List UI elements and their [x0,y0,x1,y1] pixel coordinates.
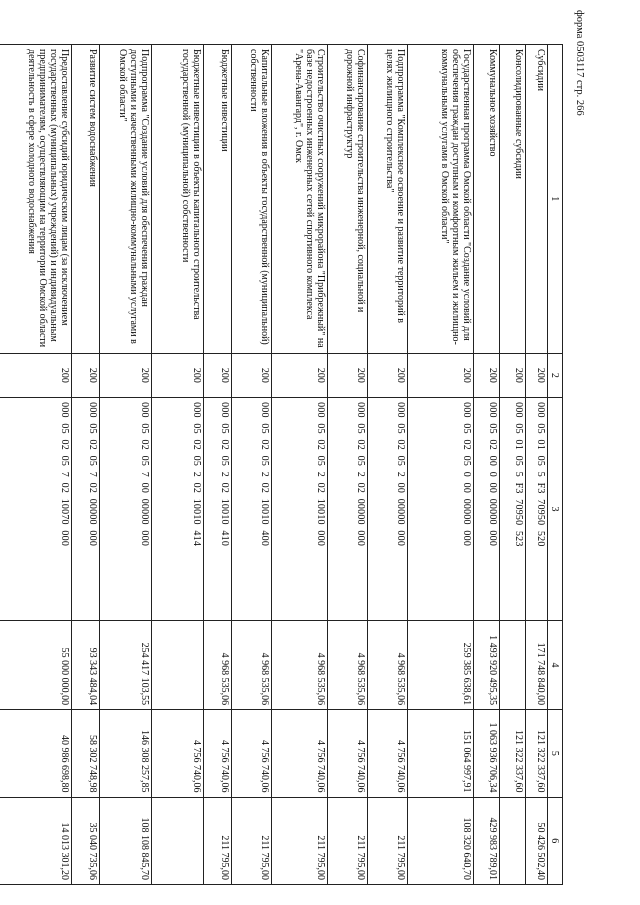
row-name-cell: Государственная программа Омской области "Создание условий для обеспечения граждан доступным и комфортным жильем и жилищно-коммунальными услугами в Омской области" [408,45,474,354]
row-executed-amount-cell: 4 756 740,06 [328,710,368,797]
table-row [100,45,152,885]
row-approved-amount-cell: 4 968 535,06 [204,620,232,709]
row-approved-amount-cell: 171 748 840,00 [526,620,548,709]
table-row [408,45,474,885]
row-budget-code-cell: 000 05 02 00 0 00 00000 000 [474,398,500,621]
table-row [272,45,328,885]
row-line-code-cell: 200 [100,353,152,398]
row-executed-amount-cell: 121 322 337,60 [500,710,526,797]
row-executed-amount-cell: 58 302 748,98 [72,710,100,797]
row-approved-amount-cell: 93 343 484,04 [72,620,100,709]
table-row [72,45,100,885]
row-name-cell: Подпрограмма "Комплексное освоение и развитие территорий в целях жилищного строительства" [368,45,408,354]
row-line-code-cell: 200 [368,353,408,398]
row-executed-amount-cell: 4 756 740,06 [152,710,204,797]
row-remaining-amount-cell [152,797,204,884]
row-line-code-cell: 200 [526,353,548,398]
row-line-code-cell: 200 [72,353,100,398]
row-name-cell: Консолидированные субсидии [500,45,526,354]
row-executed-amount-cell: 4 756 740,06 [204,710,232,797]
row-budget-code-cell: 000 05 01 05 5 F3 70950 523 [500,398,526,621]
table-row [232,45,272,885]
row-remaining-amount-cell: 211 795,00 [232,797,272,884]
row-name-cell: Бюджетные инвестиции в объекты капитального строительства государственной (муниципальной) собственности [152,45,204,354]
row-approved-amount-cell: 259 385 638,61 [408,620,474,709]
row-remaining-amount-cell: 429 983 789,01 [474,797,500,884]
table-row [500,45,526,885]
budget-table [0,44,563,885]
form-label: форма 0503117 стр. 266 [574,10,585,116]
row-remaining-amount-cell [500,797,526,884]
row-name-cell: Капитальные вложения в объекты государственной (муниципальной) собственности [232,45,272,354]
row-executed-amount-cell: 121 322 337,60 [526,710,548,797]
row-budget-code-cell: 000 05 02 05 2 02 10010 400 [232,398,272,621]
row-line-code-cell: 200 [204,353,232,398]
column-header-5: 5 [548,710,563,797]
row-budget-code-cell: 000 05 02 05 7 00 00000 000 [100,398,152,621]
row-budget-code-cell: 000 05 02 05 2 02 10010 414 [152,398,204,621]
row-line-code-cell: 200 [408,353,474,398]
row-budget-code-cell: 000 05 02 05 2 02 10010 000 [272,398,328,621]
row-line-code-cell: 200 [0,353,72,398]
row-approved-amount-cell: 55 000 000,00 [0,620,72,709]
row-name-cell: Развитие систем водоснабжения [72,45,100,354]
row-line-code-cell: 200 [328,353,368,398]
table-row [474,45,500,885]
row-name-cell: Подпрограмма "Создание условий для обеспечения граждан доступными и качественными жилищно-коммунальными услугами в Омской области" [100,45,152,354]
table-row [368,45,408,885]
row-remaining-amount-cell: 108 108 845,70 [100,797,152,884]
table-row [204,45,232,885]
row-line-code-cell: 200 [232,353,272,398]
row-executed-amount-cell: 40 986 698,80 [0,710,72,797]
row-name-cell: Предоставление субсидий юридическим лицам (за исключением государственных (муниципальных) учреждений) и индивидуальным предпринимателям, осуществляющим на территории Омской области деятельность в сфере холодного водоснабжения [0,45,72,354]
row-name-cell: Бюджетные инвестиции [204,45,232,354]
column-header-2: 2 [548,353,563,398]
row-approved-amount-cell: 4 968 535,06 [328,620,368,709]
row-approved-amount-cell [500,620,526,709]
row-remaining-amount-cell: 211 795,00 [204,797,232,884]
table-row [0,45,72,885]
row-remaining-amount-cell: 14 013 301,20 [0,797,72,884]
row-remaining-amount-cell: 211 795,00 [328,797,368,884]
row-budget-code-cell: 000 05 02 05 2 02 10010 410 [204,398,232,621]
row-executed-amount-cell: 1 063 936 706,34 [474,710,500,797]
column-header-6: 6 [548,797,563,884]
rotated-report-page [26,44,563,885]
row-line-code-cell: 200 [500,353,526,398]
row-name-cell: Субсидии [526,45,548,354]
row-executed-amount-cell: 151 064 997,91 [408,710,474,797]
row-line-code-cell: 200 [152,353,204,398]
row-approved-amount-cell: 4 968 535,06 [368,620,408,709]
row-line-code-cell: 200 [272,353,328,398]
row-budget-code-cell: 000 05 01 05 5 F3 70950 520 [526,398,548,621]
row-budget-code-cell: 000 05 02 05 0 00 00000 000 [408,398,474,621]
row-approved-amount-cell: 254 417 103,55 [100,620,152,709]
row-budget-code-cell: 000 05 02 05 2 02 00000 000 [328,398,368,621]
table-row [152,45,204,885]
row-approved-amount-cell: 1 493 920 495,35 [474,620,500,709]
row-executed-amount-cell: 4 756 740,06 [232,710,272,797]
row-name-cell: Строительство очистных сооружений микрорайона "Прибрежный" на базе недостроенных инженерных сетей спортивного комплекса "Арена-Авангард", г. Омск [272,45,328,354]
row-remaining-amount-cell: 108 320 640,70 [408,797,474,884]
column-header-row [548,45,563,885]
row-budget-code-cell: 000 05 02 05 7 02 00000 000 [72,398,100,621]
table-row [328,45,368,885]
row-executed-amount-cell: 146 308 257,85 [100,710,152,797]
row-approved-amount-cell: 4 968 535,06 [272,620,328,709]
row-approved-amount-cell [152,620,204,709]
row-name-cell: Коммунальное хозяйство [474,45,500,354]
row-remaining-amount-cell: 211 795,00 [272,797,328,884]
row-name-cell: Софинансирование строительства инженерной, социальной и дорожной инфраструктур [328,45,368,354]
row-line-code-cell: 200 [474,353,500,398]
column-header-4: 4 [548,620,563,709]
row-remaining-amount-cell: 211 795,00 [368,797,408,884]
column-header-3: 3 [548,398,563,621]
row-executed-amount-cell: 4 756 740,06 [368,710,408,797]
row-approved-amount-cell: 4 968 535,06 [232,620,272,709]
row-budget-code-cell: 000 05 02 05 7 02 10070 000 [0,398,72,621]
column-header-1: 1 [548,45,563,354]
row-remaining-amount-cell: 50 426 502,40 [526,797,548,884]
row-budget-code-cell: 000 05 02 05 2 00 00000 000 [368,398,408,621]
table-row [526,45,548,885]
row-remaining-amount-cell: 35 040 735,06 [72,797,100,884]
row-executed-amount-cell: 4 756 740,06 [272,710,328,797]
